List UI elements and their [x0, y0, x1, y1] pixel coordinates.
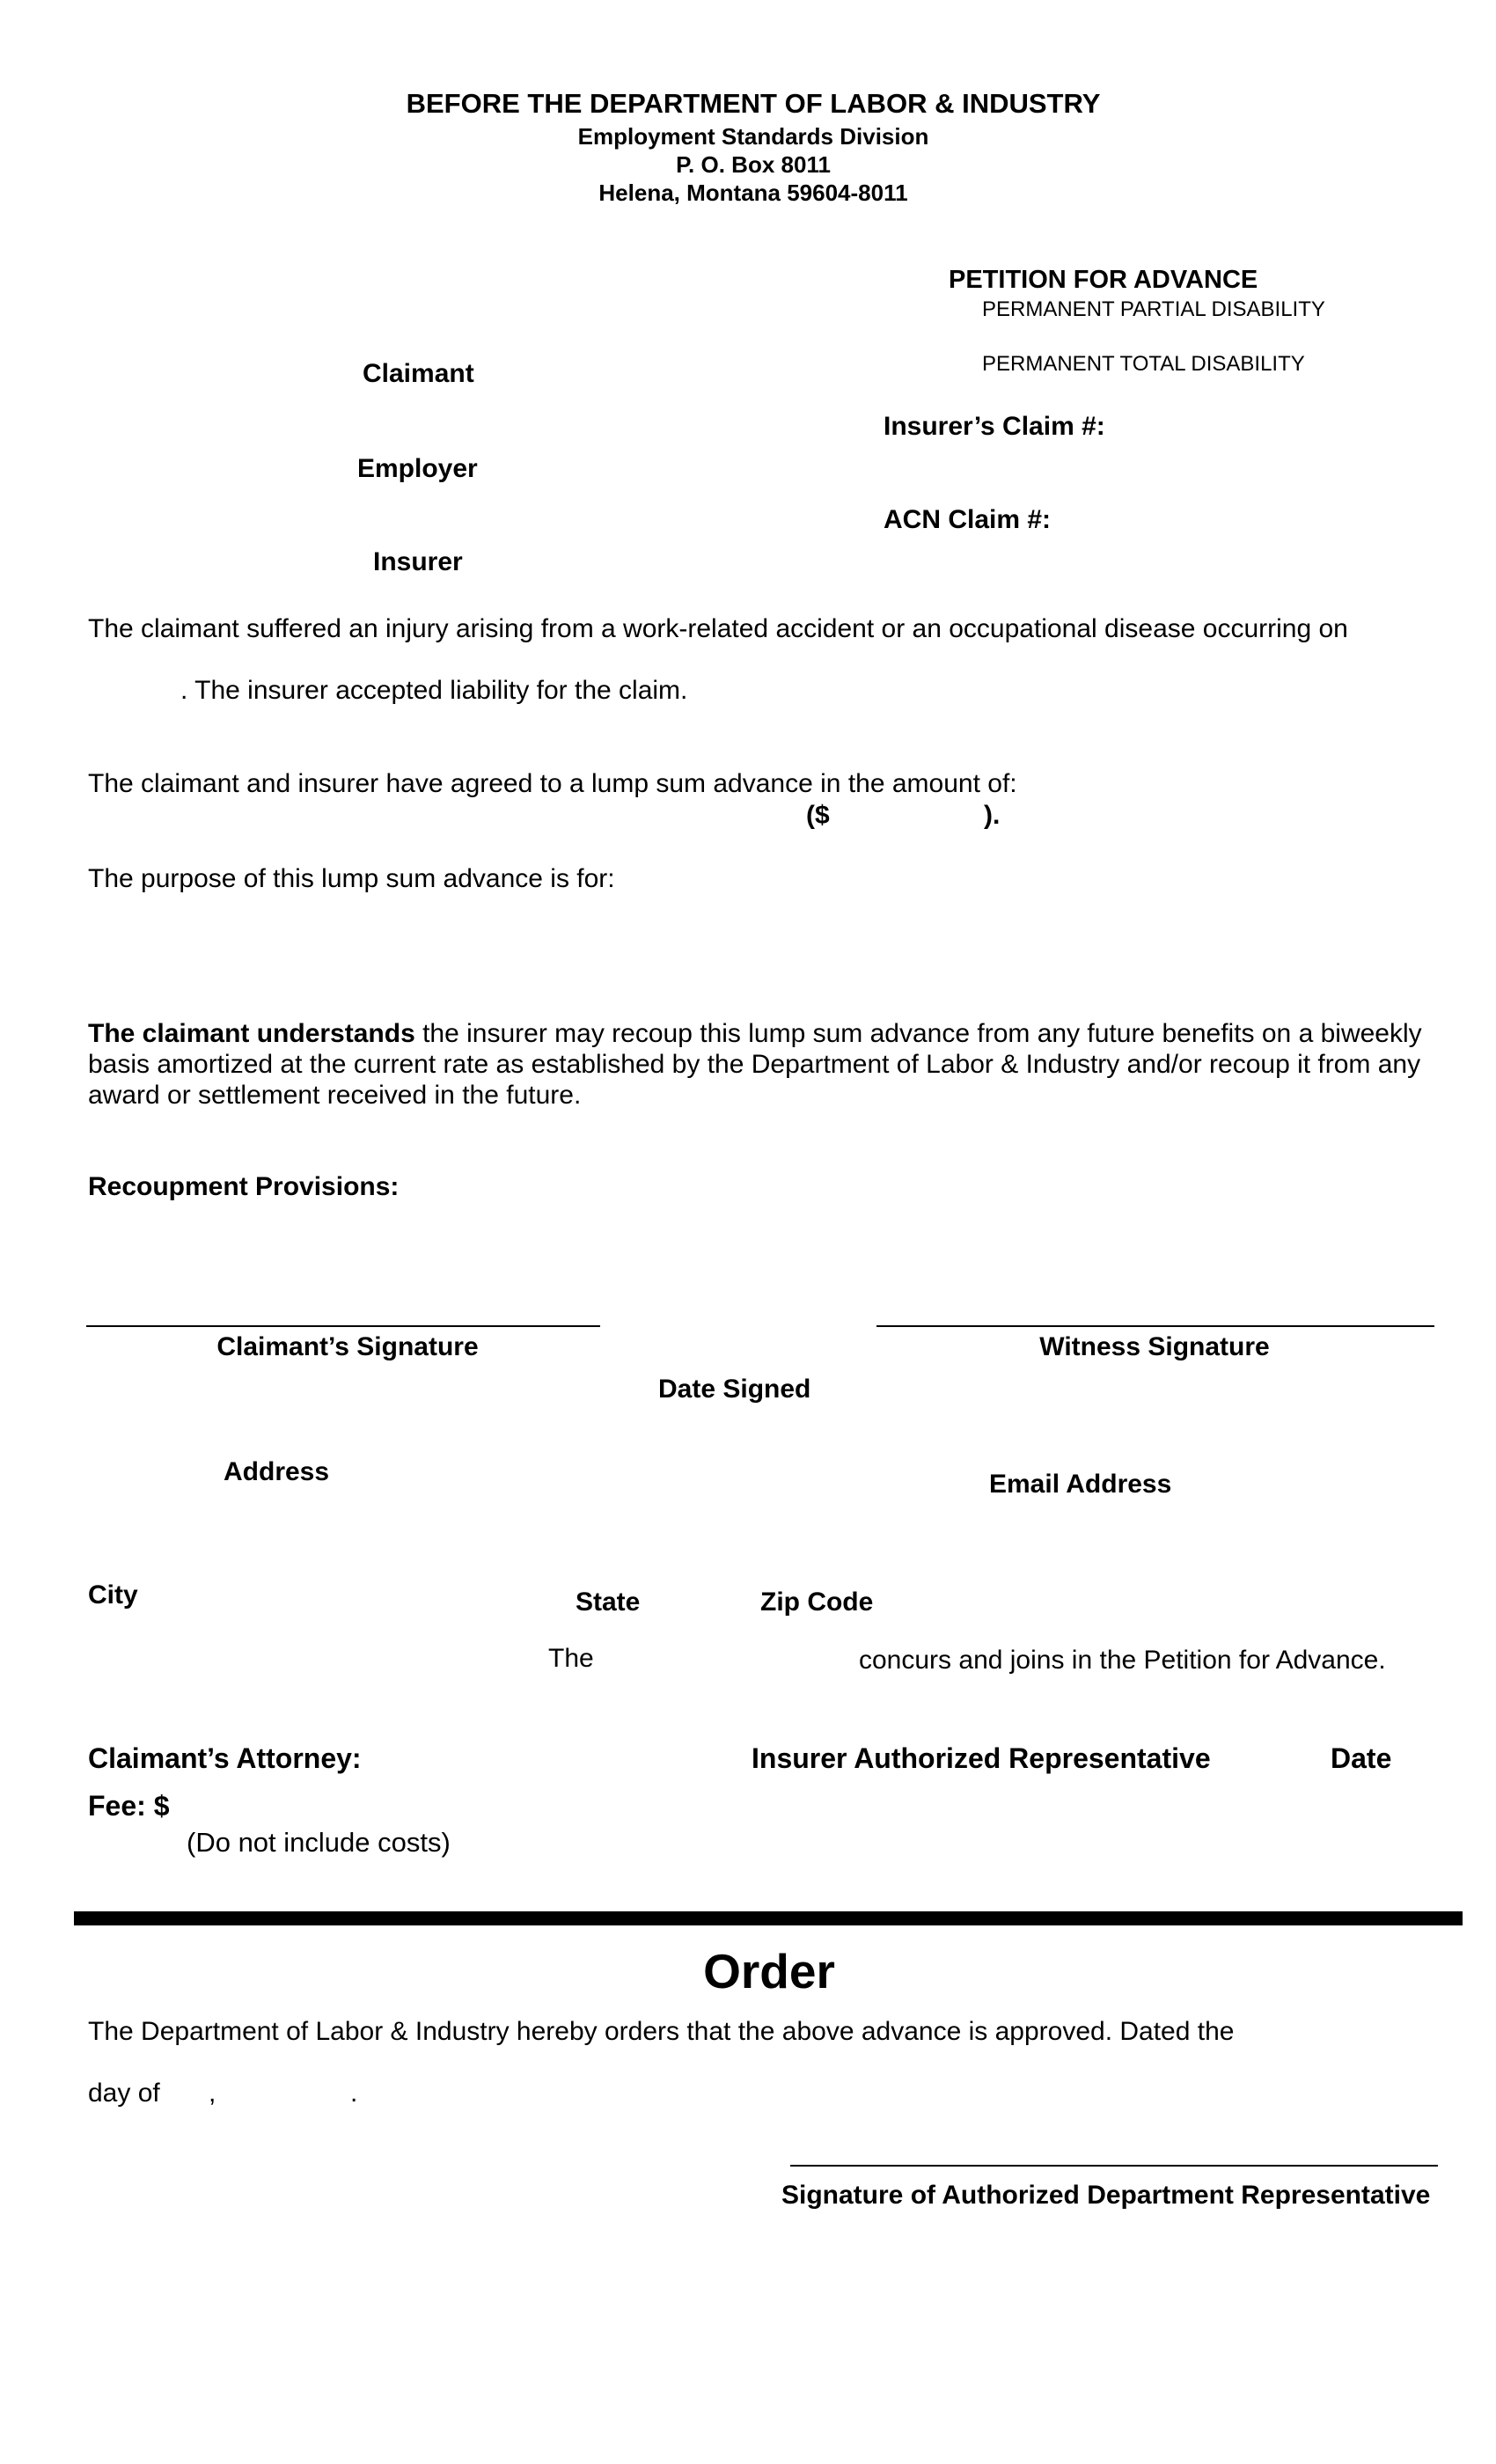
claimant-label: Claimant — [363, 359, 474, 388]
lump-sum-text: The claimant and insurer have agreed to a lump sum advance in the amount of: — [88, 769, 1017, 798]
department-signature-line — [790, 2165, 1438, 2167]
witness-signature-line — [876, 1325, 1434, 1327]
attorney-label: Claimant’s Attorney: — [88, 1742, 362, 1774]
understands-paragraph — [88, 1018, 1439, 1111]
header-po-box: P. O. Box 8011 — [676, 151, 831, 178]
fee-note: (Do not include costs) — [187, 1827, 451, 1858]
concurs-text: concurs and joins in the Petition for Advance. — [859, 1646, 1386, 1675]
employer-label: Employer — [357, 454, 478, 483]
amount-open: ($ — [806, 801, 830, 830]
order-day-of: day of — [88, 2079, 160, 2108]
state-label: State — [576, 1588, 641, 1617]
insurer-rep-label: Insurer Authorized Representative — [752, 1742, 1211, 1774]
department-signature-label: Signature of Authorized Department Representative — [781, 2181, 1431, 2210]
date-signed-label: Date Signed — [658, 1375, 811, 1404]
petition-title: PETITION FOR ADVANCE — [949, 266, 1258, 294]
recoupment-label: Recoupment Provisions: — [88, 1172, 400, 1201]
purpose-text: The purpose of this lump sum advance is for: — [88, 864, 615, 893]
order-title: Order — [703, 1944, 835, 1998]
insurer-claim-label: Insurer’s Claim #: — [884, 412, 1105, 441]
fee-label: Fee: $ — [88, 1790, 170, 1822]
date-label: Date — [1331, 1742, 1392, 1774]
amount-close: ). — [984, 801, 1001, 830]
header-title: BEFORE THE DEPARTMENT OF LABOR & INDUSTRY — [406, 88, 1101, 119]
liability-text: . The insurer accepted liability for the claim. — [180, 676, 688, 705]
understands-bold: The claimant understands — [88, 1019, 415, 1048]
claimant-signature-line — [86, 1325, 600, 1327]
acn-claim-label: ACN Claim #: — [884, 505, 1052, 534]
understands-rest: the insurer may recoup this lump sum advance from any future benefits on a biweekly basis amortized at the current rate as established by the Department of Labor & Industry and/or recoup it from any award or settlement received in the future. — [88, 1019, 1422, 1110]
order-comma: , — [209, 2079, 216, 2108]
city-label: City — [88, 1580, 138, 1610]
claimant-signature-label: Claimant’s Signature — [216, 1332, 479, 1361]
injury-text: The claimant suffered an injury arising from a work-related accident or an occupational disease occurring on — [88, 614, 1348, 643]
option-permanent-total[interactable]: PERMANENT TOTAL DISABILITY — [982, 352, 1305, 376]
insurer-label: Insurer — [373, 547, 463, 576]
order-text: The Department of Labor & Industry hereby orders that the above advance is approved. Dated the — [88, 2017, 1235, 2046]
concur-the: The — [548, 1644, 594, 1673]
order-divider — [74, 1911, 1463, 1925]
header-division: Employment Standards Division — [577, 123, 929, 150]
zip-code-label: Zip Code — [760, 1588, 874, 1617]
email-address-label: Email Address — [989, 1470, 1172, 1499]
witness-signature-label: Witness Signature — [1039, 1332, 1270, 1361]
option-permanent-partial[interactable]: PERMANENT PARTIAL DISABILITY — [982, 297, 1325, 321]
header-city-state: Helena, Montana 59604-8011 — [598, 180, 908, 206]
address-label: Address — [224, 1457, 330, 1486]
order-period: . — [350, 2079, 358, 2108]
